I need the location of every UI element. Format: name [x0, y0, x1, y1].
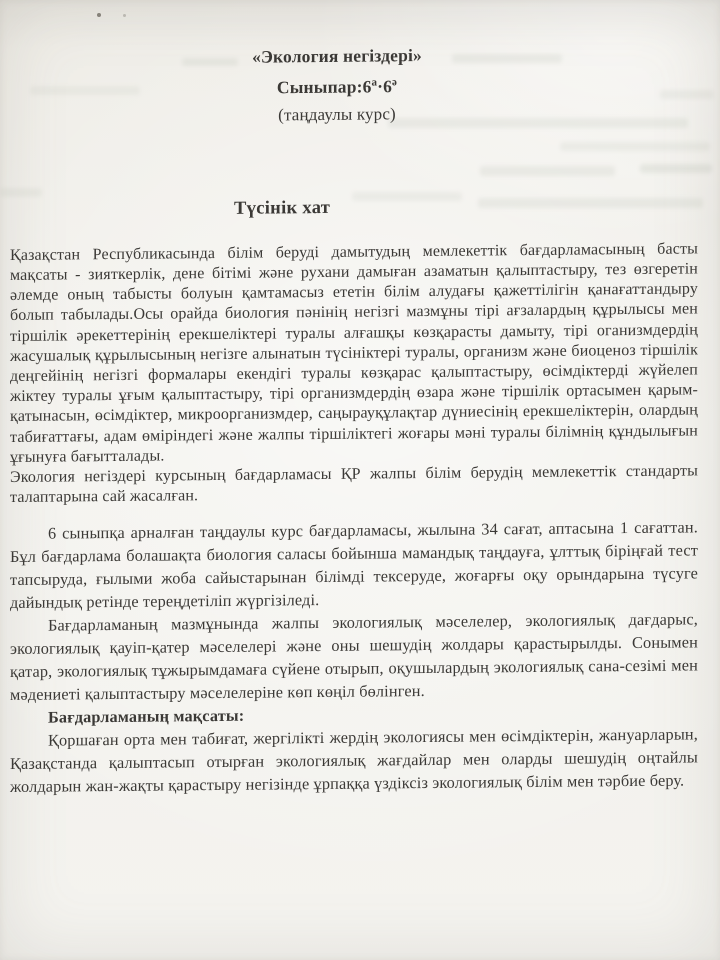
section-heading: Түсінік хат	[234, 197, 331, 219]
document-body	[10, 239, 698, 798]
document-content	[10, 0, 698, 798]
document-subtitle: (таңдаулы курс)	[278, 104, 396, 125]
class-dot-separator: ·	[377, 76, 384, 97]
document-header	[0, 40, 681, 131]
class-prefix: Сыныпар:6	[276, 76, 372, 98]
document-title: «Экология негіздері»	[252, 45, 422, 67]
goal-heading: Бағдарламаның мақсаты:	[48, 706, 245, 728]
paragraph-intro: Қазақстан Республикасында білім беруді дамытудың мемлекеттік бағдарламасының басты мақсаты - зияткерлік, дене бітімі және рухани дамыған азаматын қалыптастыру, тез өзгеретін әлемде оның табысты болуын қамтамасыз ететін білім алудағы қажеттілігін қанағаттандыру болып табылады.Осы орайда биология пәнінің негізгі мазмұны тірі ағзалардың құрылысы мен тіршілік әрекеттерінің ерекшеліктері туралы алғашқы көзқарасты дамыту, тірі оганизмдердің жасушалық құрылысының негізге алынатын түсініктері туралы, организм және биоценоз тіршілік деңгейінің негізгі формалары екендігі туралы көзқарас қалыптастыру, өсімдіктерді жүйелеп жіктеу туралы ұғым қалыптастыру, тірі организмдердің өзара және тіршілік ортасымен қарым-қатынасын, өсімдіктер, микроорганизмдер, саңырауқұлақтар дүниесінің ерекшеліктерін, олардың табиғаттағы, адам өміріндегі және жалпы тіршіліктегі жоғары мәні туралы білімнің құндылығын ұғынуға бағытталады.	[10, 240, 698, 466]
class-superscript-a: а	[371, 76, 378, 89]
class-superscript-ae: ә	[392, 76, 398, 89]
paragraph-standard: Экология негіздері курсының бағдарламасы ҚР жалпы білім берудің мемлекеттік стандарты талаптарына сай жасалған.	[10, 462, 698, 507]
paragraph-goal: Қоршаған орта мен табиғат, жергілікті жердің экологиясы мен өсімдіктерін, жануарларын, Қазақстанда қалыптасып отырған экологиялық жағдайлар мен оларды шешудің оңтайлы жолдарын жан-жақты қарастыру негізінде ұрпаққа үздіксіз экологиялық білім мен тәрбие беру.	[10, 724, 698, 797]
class-number: 6	[383, 76, 393, 97]
paragraph-content: Бағдарламаның мазмұнында жалпы экологиялық мәселелер, экологиялық дағдарыс, экологиялық қауіп-қатер мәселелері және оны шешудің жолдары қарастырылды. Сонымен қатар, экологиялық тұжырымдамаға сүйене отырып, оқушылардың экологиялық сана-сезімі мен мәдениеті қалыптастыру мәселелеріне көп көңіл бөлінген.	[10, 609, 698, 705]
paragraph-course-hours: 6 сыныпқа арналған таңдаулы курс бағдарламасы, жылына 34 сағат, аптасына 1 сағаттан. Бұл бағдарлама болашақта биология саласы бойынша мамандық таңдауға, ұлттық біріңғай тест тапсыруда, ғылыми жоба сайыстарынан білімді тексеруде, жоғарғы оқу орындарына түсуге дайындық ретінде тереңдетіліп жүргізіледі.	[10, 517, 698, 613]
